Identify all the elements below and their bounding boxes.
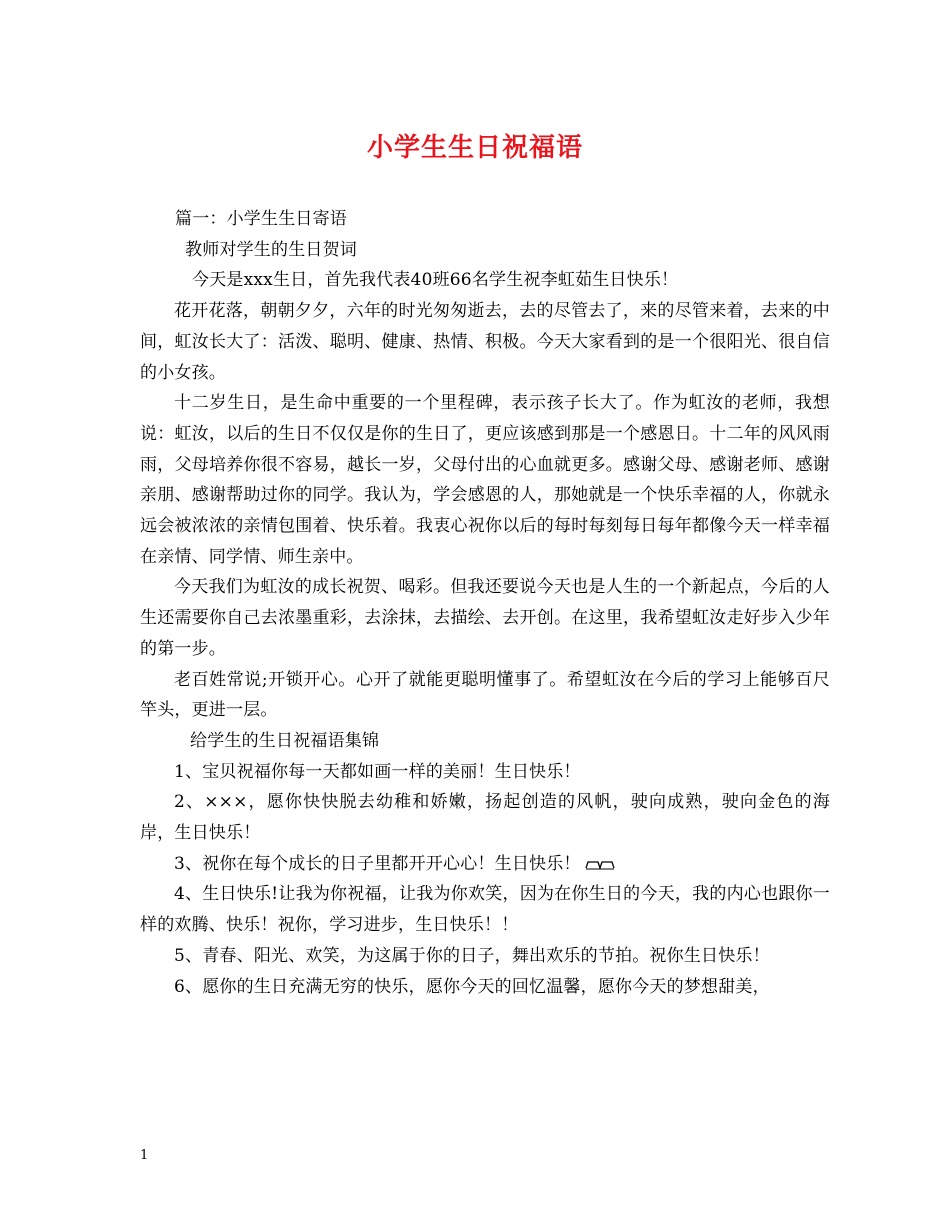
- paragraph: 今天我们为虹汝的成长祝贺、喝彩。但我还要说今天也是人生的一个新起点，今后的人生还需要你自己去浓墨重彩，去涂抹，去描绘、去开创。在这里，我希望虹汝走好步入少年的第一步。: [140, 577, 830, 659]
- subsection-heading: 教师对学生的生日贺词: [185, 239, 357, 260]
- document-body: [140, 204, 830, 1002]
- list-item: [140, 849, 830, 880]
- list-item: 2、×××，愿你快快脱去幼稚和娇嫩，扬起创造的风帆，驶向成熟，驶向金色的海岸，生日快乐！: [140, 792, 830, 844]
- page-title: 小学生生日祝福语: [366, 133, 583, 163]
- decorative-mark-icon: [585, 858, 615, 870]
- list-item: 6、愿你的生日充满无穷的快乐，愿你今天的回忆温馨，愿你今天的梦想甜美，: [174, 976, 770, 997]
- list-item: 1、宝贝祝福你每一天都如画一样的美丽！生日快乐！: [174, 761, 581, 782]
- paragraph: 十二岁生日，是生命中重要的一个里程碑，表示孩子长大了。作为虹汝的老师，我想说：虹汝，以后的生日不仅仅是你的生日了，更应该感到那是一个感恩日。十二年的风风雨雨，父母培养你很不容易，越长一岁，父母付出的心血就更多。感谢父母、感谢老师、感谢亲朋、感谢帮助过你的同学。我认为，学会感恩的人，那她就是一个快乐幸福的人，你就永远会被浓浓的亲情包围着、快乐着。我衷心祝你以后的每时每刻每日每年都像今天一样幸福在亲情、同学情、师生亲中。: [140, 393, 830, 567]
- subsection-heading: 给学生的生日祝福语集锦: [190, 730, 380, 751]
- paragraph: 老百姓常说;开锁开心。心开了就能更聪明懂事了。希望虹汝在今后的学习上能够百尺竿头，更进一层。: [140, 669, 830, 721]
- paragraph: 今天是xxx生日，首先我代表40班66名学生祝李虹茹生日快乐！: [192, 270, 679, 291]
- paragraph: 花开花落，朝朝夕夕，六年的时光匆匆逝去，去的尽管去了，来的尽管来着，去来的中间，虹汝长大了：活泼、聪明、健康、热情、积极。今天大家看到的是一个很阳光、很自信的小女孩。: [140, 301, 830, 383]
- page-number: 1: [140, 1148, 149, 1163]
- list-item-text: 3、祝你在每个成长的日子里都开开心心！生日快乐！: [174, 853, 581, 874]
- section-heading: 篇一：小学生生日寄语: [175, 209, 347, 229]
- list-item: 4、生日快乐!让我为你祝福，让我为你欢笑，因为在你生日的今天，我的内心也跟你一样的欢腾、快乐！祝你，学习进步，生日快乐！！: [140, 884, 830, 936]
- list-item: 5、青春、阳光、欢笑，为这属于你的日子，舞出欢乐的节拍。祝你生日快乐！: [174, 945, 770, 966]
